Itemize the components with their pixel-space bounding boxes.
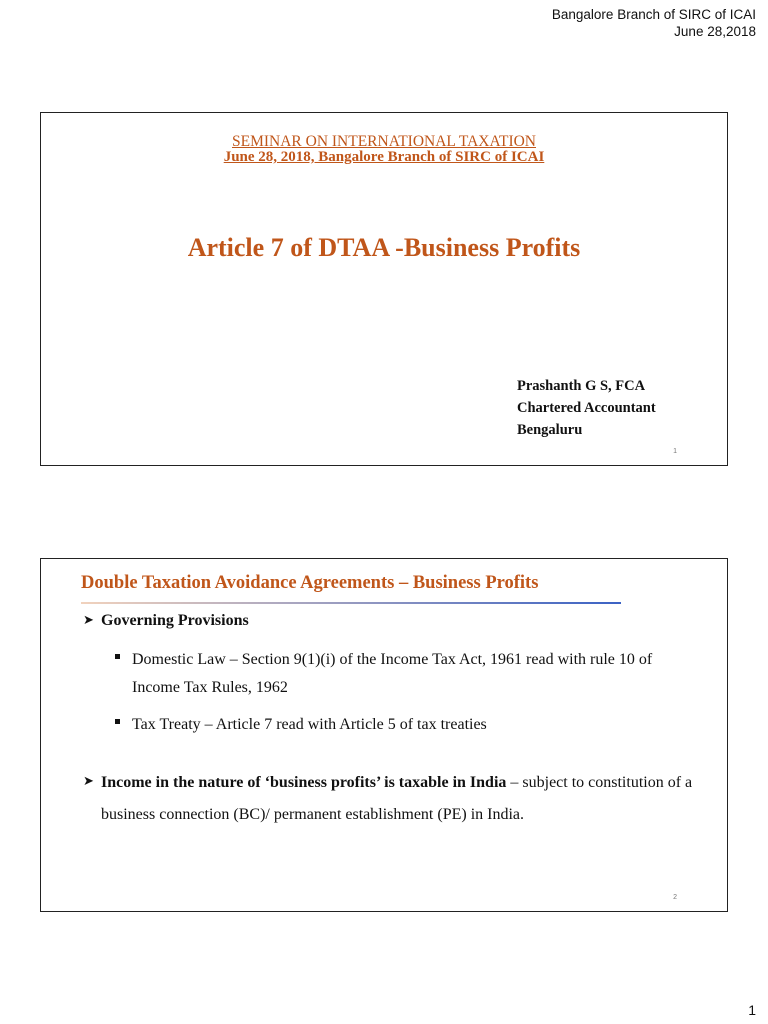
square-bullet-icon [115,654,120,659]
income-bold-text: Income in the nature of ‘business profits’ is taxable in India [101,774,507,791]
presenter-city: Bengaluru [517,422,583,438]
slide-1-title: Article 7 of DTAA -Business Profits [187,233,581,262]
income-rest-text: – subject to constitution of a business connection (BC)/ permanent establishment (PE) in India. [101,774,693,823]
slide-2-number: 2 [673,894,677,901]
square-bullet-icon [115,719,120,724]
slide-1-number: 1 [673,448,677,455]
page-number: 1 [748,1002,756,1018]
presenter-name: Prashanth G S, FCA [517,378,646,394]
slide-2 [40,558,728,912]
presenter-block [517,375,656,441]
arrow-bullet-icon: ➤ [83,612,94,627]
income-paragraph [101,767,697,831]
seminar-heading: SEMINAR ON INTERNATIONAL TAXATION [232,133,536,150]
governing-provisions-heading: Governing Provisions [101,612,249,629]
slide-1 [40,112,728,466]
arrow-bullet-icon: ➤ [83,773,94,788]
tax-treaty-text: Tax Treaty – Article 7 read with Article 5 of tax treaties [132,716,487,733]
seminar-date-location: June 28, 2018, Bangalore Branch of SIRC of ICAI [223,149,545,165]
slide-2-title: Double Taxation Avoidance Agreements – Business Profits [81,573,539,593]
domestic-law-text: Domestic Law – Section 9(1)(i) of the Income Tax Act, 1961 read with rule 10 of Income Tax Rules, 1962 [132,651,653,696]
header-branch: Bangalore Branch of SIRC of ICAI [551,7,756,22]
title-underline [81,602,621,604]
header-date: June 28,2018 [674,24,756,39]
page-header [552,6,756,40]
presenter-designation: Chartered Accountant [517,400,656,416]
